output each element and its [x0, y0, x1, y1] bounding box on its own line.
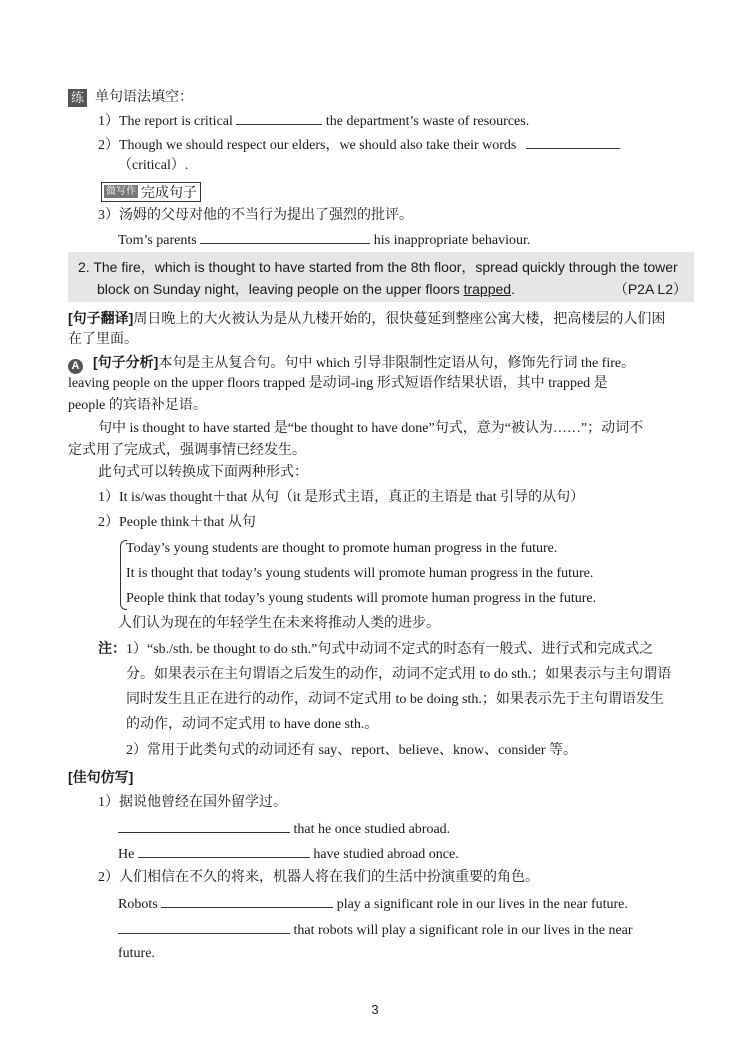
item-text: Robots — [118, 897, 158, 912]
practice-badge: 练 — [68, 89, 87, 107]
item-text: He — [118, 847, 135, 862]
item-text: that he once studied abroad. — [293, 822, 451, 837]
page-number: 3 — [371, 1002, 379, 1017]
translation-line-1 — [68, 308, 665, 330]
answer-blank[interactable] — [161, 893, 333, 908]
sentence-reference: （P2A L2） — [613, 281, 687, 297]
item-text: the department’s waste of resources. — [325, 114, 530, 129]
analysis-badge: A — [68, 359, 83, 374]
answer-blank[interactable] — [118, 818, 290, 833]
imitation-label: [佳句仿写] — [68, 769, 134, 785]
imitation-q1 — [98, 793, 287, 813]
imitation-q1-a — [118, 818, 450, 840]
note-line-3: 同时发生且正在进行的动作，动词不定式用 to be doing sth.；如果表示先于主句谓语发生 — [126, 692, 664, 707]
imitation-q2 — [98, 868, 539, 888]
example-3: People think that today’s young students will promote human progress in the future. — [126, 591, 597, 606]
item-text: The report is critical — [119, 114, 233, 129]
analysis-line-3: people 的宾语补足语。 — [68, 398, 207, 413]
sentence-underlined-word: trapped — [463, 281, 512, 297]
item-text: have studied abroad once. — [313, 847, 459, 862]
sentence-text: block on Sunday night，leaving people on the upper floors — [97, 281, 464, 297]
imitation-header — [68, 767, 133, 789]
imitation-q2-b — [118, 919, 633, 941]
micro-writing-tag — [101, 181, 201, 202]
answer-blank[interactable] — [138, 843, 310, 858]
note-line-5: 2）常用于此类句式的动词还有 say、report、believe、know、consider 等。 — [126, 743, 578, 758]
translation-text: 周日晚上的大火被认为是从九楼开始的，很快蔓延到整座公寓大楼，把高楼层的人们困 — [133, 312, 666, 327]
answer-blank[interactable] — [236, 110, 322, 125]
analysis-para2-line-2: 定式用了完成式，强调事情已经发生。 — [68, 443, 306, 458]
item-number: 1） — [98, 114, 119, 129]
item-number: 1） — [98, 795, 119, 810]
analysis-text: 本句是主从复合句。句中 which 引导非限制性定语从句，修饰先行词 the fire。 — [158, 356, 636, 371]
practice-header — [68, 88, 193, 108]
item-text: play a significant role in our lives in the near future. — [336, 897, 628, 912]
sentence-line-2 — [97, 279, 687, 299]
practice-item-1 — [98, 110, 529, 132]
item-text: 汤姆的父母对他的不当行为提出了强烈的批评。 — [119, 208, 413, 223]
practice-item-2 — [98, 134, 620, 156]
micro-writing-badge: 微写作 — [106, 186, 136, 197]
practice-item-3-answer — [118, 229, 530, 251]
micro-writing-title: 完成句子 — [141, 183, 197, 200]
analysis-line-1 — [68, 352, 635, 374]
item-text: 据说他曾经在国外留学过。 — [119, 795, 287, 810]
analysis-label: [句子分析] — [93, 354, 159, 370]
note-text: 1）“sb./sth. be thought to do sth.”句式中动词不定式的时态有一般式、进行式和完成式之 — [126, 642, 654, 657]
answer-blank[interactable] — [200, 229, 370, 244]
analysis-form-1: 1）It is/was thought＋that 从句（it 是形式主语，真正的主语是 that 引导的从句） — [98, 490, 585, 505]
item-number: 3） — [98, 208, 119, 223]
practice-item-3 — [98, 206, 413, 226]
item-text: that robots will play a significant role in our lives in the near — [293, 923, 633, 938]
example-translation: 人们认为现在的年轻学生在未来将推动人类的进步。 — [118, 616, 440, 631]
translation-line-2: 在了里面。 — [68, 332, 138, 347]
note-line-4: 的动作，动词不定式用 to have done sth.。 — [126, 717, 379, 732]
item-number: 2） — [98, 138, 119, 153]
imitation-q2-c: future. — [118, 946, 155, 961]
item-text: Though we should respect our elders，we should also take their words — [119, 138, 517, 153]
note-line-1 — [98, 640, 653, 660]
analysis-form-2: 2）People think＋that 从句 — [98, 515, 256, 530]
practice-item-2-hint: （critical）. — [118, 158, 189, 173]
note-line-2: 分。如果表示在主句谓语之后发生的动作，动词不定式用 to do sth.；如果表示与主句谓语 — [126, 667, 672, 682]
answer-blank[interactable] — [118, 919, 290, 934]
example-1: Today’s young students are thought to promote human progress in the future. — [126, 541, 558, 556]
analysis-para3: 此句式可以转换成下面两种形式： — [98, 465, 308, 480]
item-text: 人们相信在不久的将来，机器人将在我们的生活中扮演重要的角色。 — [119, 870, 539, 885]
sentence-text: . — [511, 281, 515, 297]
note-label: 注： — [98, 642, 126, 657]
analysis-para2-line-1: 句中 is thought to have started 是“be thought to have done”句式，意为“被认为……”；动词不 — [98, 421, 644, 436]
imitation-q1-b — [118, 843, 459, 865]
practice-title: 单句语法填空： — [95, 90, 194, 105]
imitation-q2-a — [118, 893, 628, 915]
item-text: his inappropriate behaviour. — [373, 233, 531, 248]
sentence-line-1: 2. The fire，which is thought to have started from the 8th floor，spread quickly through the tower — [78, 259, 678, 275]
micro-writing-box — [101, 182, 201, 202]
item-text: Tom’s parents — [118, 233, 197, 248]
translation-label: [句子翻译] — [68, 310, 134, 326]
analysis-line-2: leaving people on the upper floors trapped 是动词-ing 形式短语作结果状语，其中 trapped 是 — [68, 376, 608, 391]
example-2: It is thought that today’s young students will promote human progress in the future. — [126, 566, 594, 581]
item-number: 2） — [98, 870, 119, 885]
answer-blank[interactable] — [526, 134, 620, 149]
